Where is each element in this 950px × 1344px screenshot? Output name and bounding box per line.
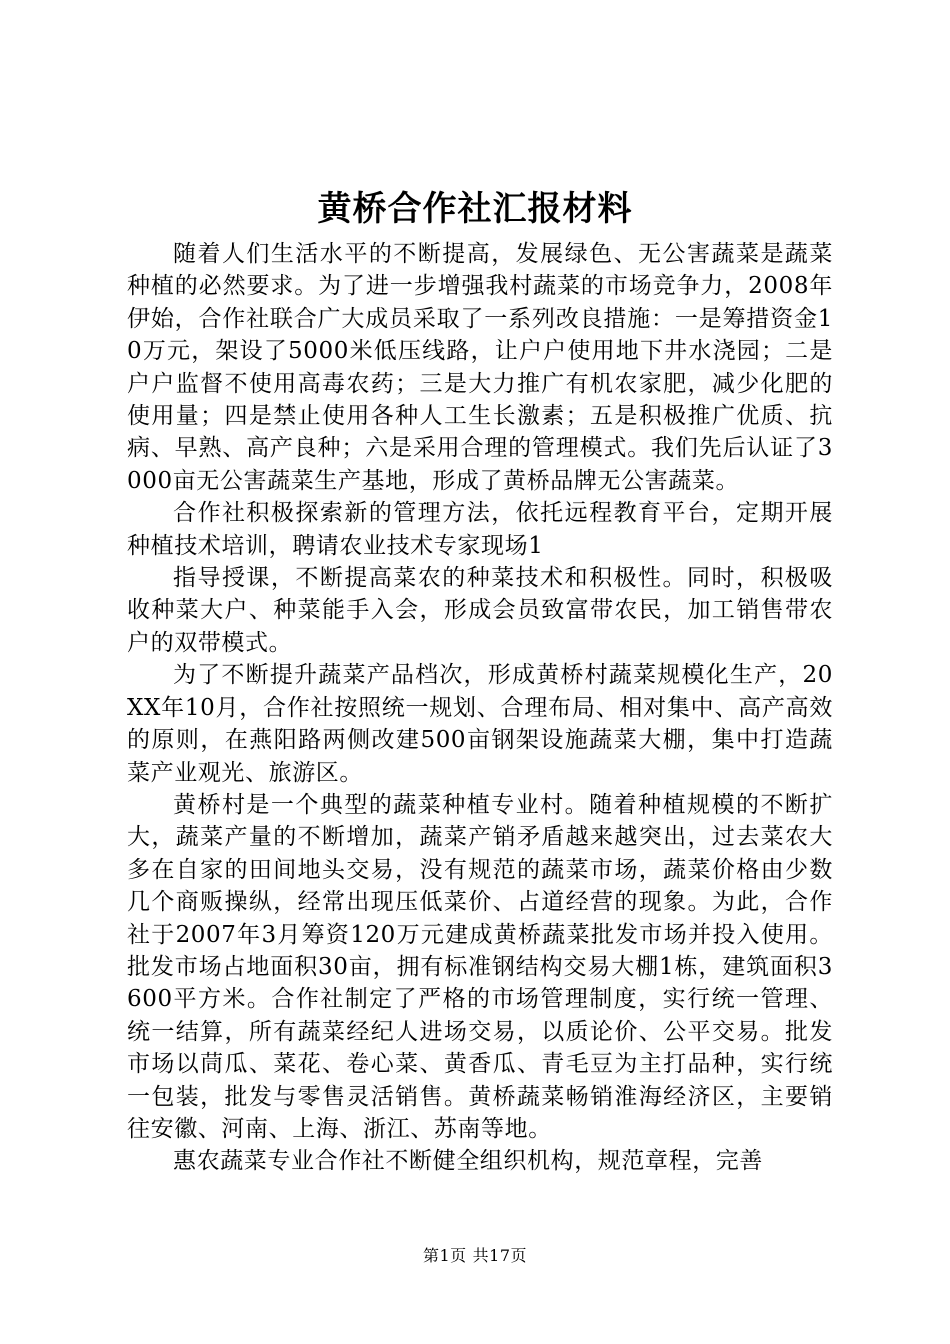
paragraph-6: 惠农蔬菜专业合作社不断健全组织机构，规范章程，完善 xyxy=(173,1148,763,1175)
paragraph-1: 随着人们生活水平的不断提高，发展绿色、无公害蔬菜是蔬菜种植的必然要求。为了进一步增强我村蔬菜的市场竞争力，2008年伊始，合作社联合广大成员采取了一系列改良措施：一是筹措资金10万元，架设了5000米低压线路，让户户使用地下井水浇园；二是户户监督不使用高毒农药；三是大力推广有机农家肥，减少化肥的使用量；四是禁止使用各种人工生长激素；五是积极推广优质、抗病、早熟、高产良种；六是采用合理的管理模式。我们先后认证了3000亩无公害蔬菜生产基地，形成了黄桥品牌无公害蔬菜。 xyxy=(127,241,833,494)
paragraph-5: 黄桥村是一个典型的蔬菜种植专业村。随着种植规模的不断扩大，蔬菜产量的不断增加，蔬菜产销矛盾越来越突出，过去菜农大多在自家的田间地头交易，没有规范的蔬菜市场，蔬菜价格由少数几个商贩操纵，经常出现压低菜价、占道经营的现象。为此，合作社于2007年3月筹资120万元建成黄桥蔬菜批发市场并投入使用。批发市场占地面积30亩，拥有标准钢结构交易大棚1栋，建筑面积3600平方米。合作社制定了严格的市场管理制度，实行统一管理、统一结算，所有蔬菜经纪人进场交易，以质论价、公平交易。批发市场以茼瓜、菜花、卷心菜、黄香瓜、青毛豆为主打品种，实行统一包装，批发与零售灵活销售。黄桥蔬菜畅销淮海经济区，主要销往安徽、河南、上海、浙江、苏南等地。 xyxy=(127,791,833,1142)
paragraph-2: 合作社积极探索新的管理方法，依托远程教育平台，定期开展种植技术培训，聘请农业技术专家现场1 xyxy=(127,500,833,559)
page-total: 共17页 xyxy=(472,1246,528,1265)
document-title: 黄桥合作社汇报材料 xyxy=(317,189,633,229)
page-footer xyxy=(0,1245,950,1267)
page-number: 第1页 xyxy=(422,1246,467,1265)
paragraph-3: 指导授课，不断提高菜农的种菜技术和积极性。同时，积极吸收种菜大户、种菜能手入会，形成会员致富带农民，加工销售带农户的双带模式。 xyxy=(127,565,833,656)
document-body xyxy=(127,238,833,1178)
paragraph-4: 为了不断提升蔬菜产品档次，形成黄桥村蔬菜规模化生产，20XX年10月，合作社按照统一规划、合理布局、相对集中、高产高效的原则，在燕阳路两侧改建500亩钢架设施蔬菜大棚，集中打造蔬菜产业观光、旅游区。 xyxy=(127,662,833,786)
